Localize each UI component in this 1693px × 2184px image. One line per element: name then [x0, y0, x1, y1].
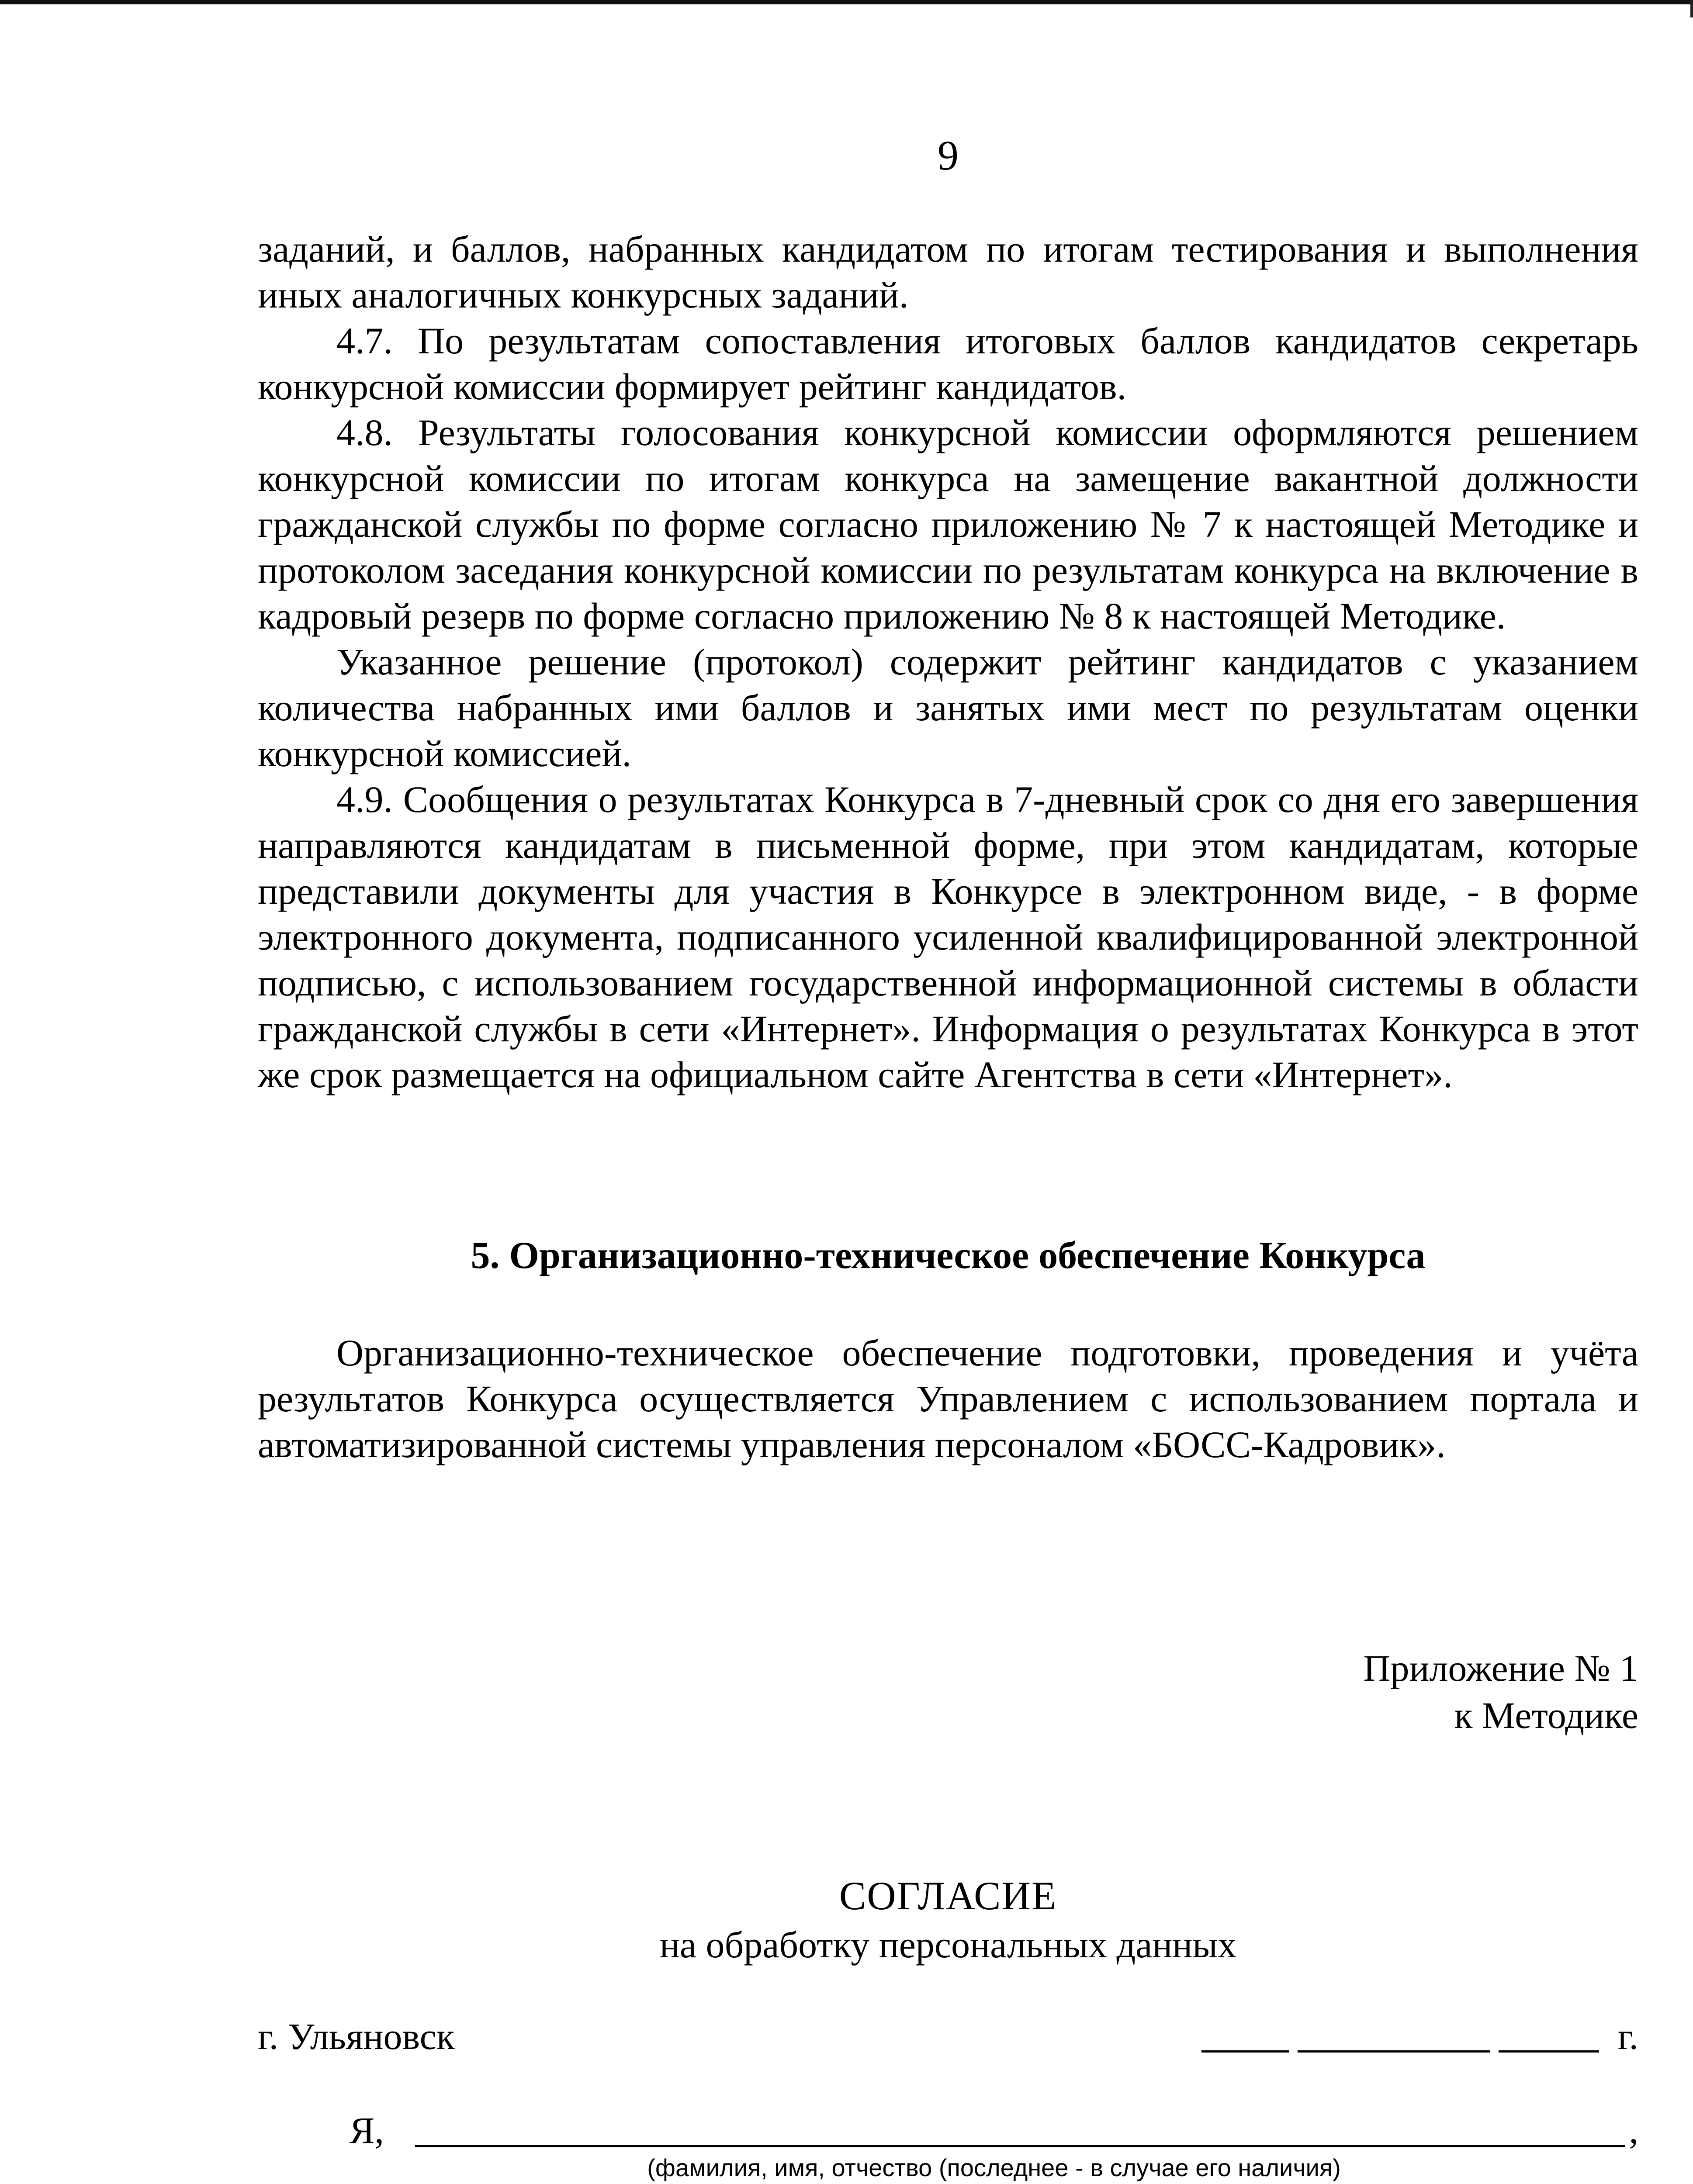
appendix-line-2: к Методике	[1454, 1694, 1638, 1736]
date-day-line[interactable]	[1201, 2050, 1289, 2053]
paragraph-4-8: 4.8. Результаты голосования конкурсной комиссии оформляются решением конкурсной комиссии по итогам конкурса на замещение вакантной должности гражданской службы по форме согласно приложению № 7 к настоящей Методике и протоколом заседания конкурсной комиссии по результатам конкурса на включение в кадровый резерв по форме согласно приложению № 8 к настоящей Методике.	[258, 411, 1638, 637]
date-year-line[interactable]	[1499, 2050, 1599, 2053]
city-name: г. Ульяновск	[258, 2015, 455, 2057]
section4-body	[258, 226, 1638, 1098]
paragraph-rating-note: Указанное решение (протокол) содержит рейтинг кандидатов с указанием количества набранных ими баллов и занятых ими мест по результатам оценки конкурсной комиссией.	[258, 641, 1638, 774]
page-number: 9	[938, 132, 959, 179]
scan-edge-right	[1690, 0, 1693, 17]
fio-comma: ,	[1629, 2109, 1638, 2151]
fio-label: Я,	[350, 2109, 384, 2151]
date-year-suffix: г.	[1617, 2015, 1638, 2057]
fio-input-line[interactable]	[415, 2145, 1625, 2147]
paragraph-continuation: заданий, и баллов, набранных кандидатом по итогам тестирования и выполнения иных аналогичных конкурсных заданий.	[258, 228, 1638, 316]
paragraph-4-7: 4.7. По результатам сопоставления итоговых баллов кандидатов секретарь конкурсной комиссии формирует рейтинг кандидатов.	[258, 320, 1638, 408]
fio-hint: (фамилия, имя, отчество (последнее - в случае его наличия)	[647, 2154, 1341, 2181]
consent-title: СОГЛАСИЕ	[839, 1873, 1057, 1918]
paragraph-4-9: 4.9. Сообщения о результатах Конкурса в 7-дневный срок со дня его завершения направляются кандидатам в письменной форме, при этом кандидатам, которые представили документы для участия в Конкурсе в электронном виде, - в форме электронного документа, подписанного усиленной квалифицированной электронной подписью, с использованием государственной информационной системы в области гражданской службы в сети «Интернет». Информация о результатах Конкурса в этот же срок размещается на официальном сайте Агентства в сети «Интернет».	[258, 778, 1638, 1095]
date-field[interactable]	[1201, 2014, 1638, 2060]
section5-heading: 5. Организационно-техническое обеспечение Конкурса	[471, 1234, 1426, 1277]
appendix-reference	[1201, 1645, 1638, 1739]
consent-subtitle: на обработку персональных данных	[659, 1924, 1237, 1966]
scan-edge-top	[0, 0, 1693, 4]
section5-body	[258, 1330, 1638, 1468]
date-month-line[interactable]	[1298, 2050, 1490, 2053]
appendix-line-1: Приложение № 1	[1363, 1647, 1638, 1689]
fio-field-row	[350, 2108, 1638, 2153]
section5-paragraph: Организационно-техническое обеспечение подготовки, проведения и учёта результатов Конкурса осуществляется Управлением с использованием портала и автоматизированной системы управления персоналом «БОСС-Кадровик».	[258, 1332, 1638, 1465]
